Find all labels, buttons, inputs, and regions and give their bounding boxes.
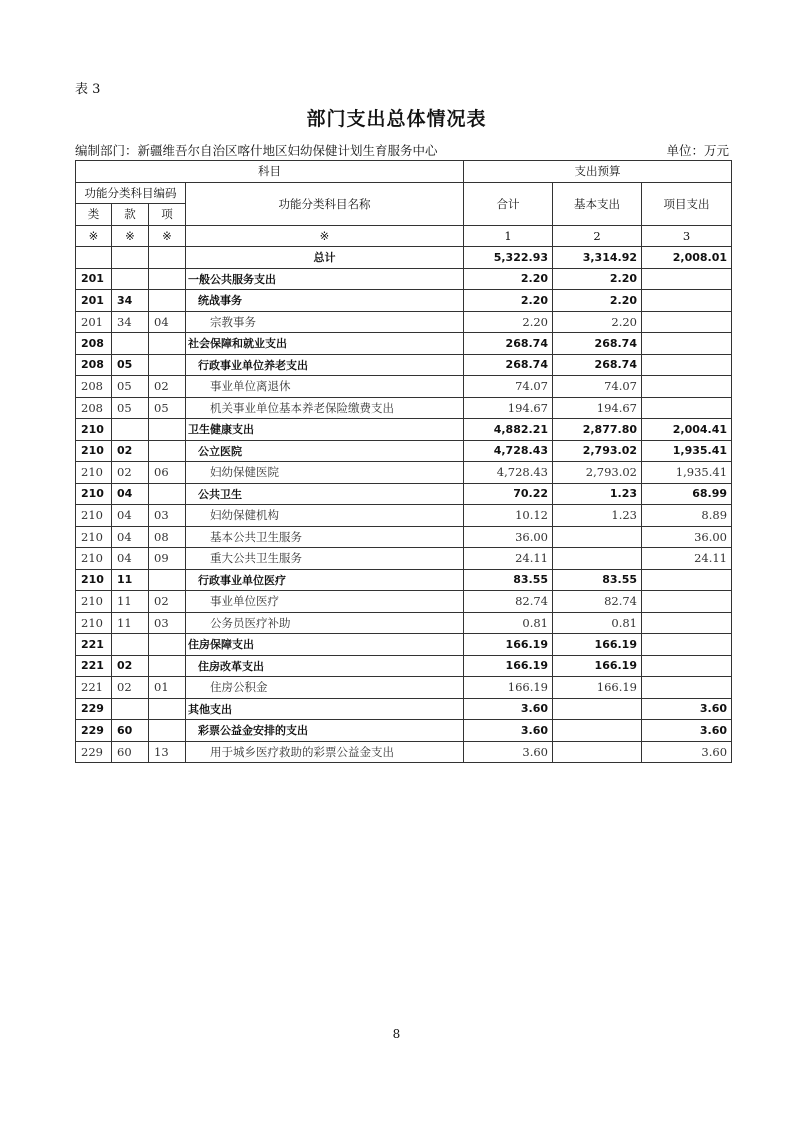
- lei-cell: 210: [76, 440, 112, 462]
- basic-cell: 82.74: [553, 591, 642, 613]
- kuan-cell: 02: [112, 462, 149, 484]
- total-cell: 2.20: [464, 311, 553, 333]
- kuan-cell: [112, 634, 149, 656]
- xiang-cell: 01: [149, 677, 186, 699]
- subject-name-cell: 行政事业单位养老支出: [186, 354, 464, 376]
- lei-cell: 208: [76, 397, 112, 419]
- kuan-cell: 02: [112, 440, 149, 462]
- subject-name-cell: 公共卫生: [186, 483, 464, 505]
- lei-cell: 221: [76, 655, 112, 677]
- basic-cell: 268.74: [553, 333, 642, 355]
- kuan-cell: [112, 419, 149, 441]
- table-row: [76, 655, 732, 677]
- table-row: [76, 333, 732, 355]
- project-cell: [642, 376, 732, 398]
- table-row: [76, 548, 732, 570]
- basic-cell: 194.67: [553, 397, 642, 419]
- kuan-cell: 05: [112, 376, 149, 398]
- table-row: [76, 462, 732, 484]
- subject-header: 科目: [76, 161, 464, 183]
- lei-cell: 210: [76, 505, 112, 527]
- xiang-cell: 13: [149, 741, 186, 763]
- table-row: [76, 505, 732, 527]
- lei-cell: 201: [76, 268, 112, 290]
- table-row: [76, 612, 732, 634]
- xiang-cell: 08: [149, 526, 186, 548]
- project-cell: 24.11: [642, 548, 732, 570]
- table-number-label: 表 3: [75, 82, 101, 97]
- basic-cell: 0.81: [553, 612, 642, 634]
- subject-name-cell: 行政事业单位医疗: [186, 569, 464, 591]
- kuan-cell: 02: [112, 655, 149, 677]
- basic-cell: 1.23: [553, 483, 642, 505]
- xiang-cell: [149, 655, 186, 677]
- kuan-cell: 34: [112, 290, 149, 312]
- kuan-cell: 04: [112, 548, 149, 570]
- project-cell: 2,004.41: [642, 419, 732, 441]
- total-cell: 166.19: [464, 634, 553, 656]
- xiang-cell: 09: [149, 548, 186, 570]
- basic-cell: 74.07: [553, 376, 642, 398]
- total-cell: 2.20: [464, 290, 553, 312]
- lei-cell: 210: [76, 483, 112, 505]
- kuan-cell: 60: [112, 720, 149, 742]
- subject-name-cell: 社会保障和就业支出: [186, 333, 464, 355]
- project-cell: 8.89: [642, 505, 732, 527]
- total-cell: 0.81: [464, 612, 553, 634]
- kuan-cell: 05: [112, 354, 149, 376]
- project-cell: [642, 333, 732, 355]
- subject-name-cell: 基本公共卫生服务: [186, 526, 464, 548]
- lei-cell: 229: [76, 698, 112, 720]
- xiang-cell: 03: [149, 612, 186, 634]
- basic-cell: 2,793.02: [553, 462, 642, 484]
- kuan-cell: 60: [112, 741, 149, 763]
- total-cell: 3.60: [464, 720, 553, 742]
- table-row: [76, 440, 732, 462]
- kuan-cell: 34: [112, 311, 149, 333]
- total-cell: 268.74: [464, 354, 553, 376]
- total-cell: 10.12: [464, 505, 553, 527]
- kuan-cell: 04: [112, 505, 149, 527]
- table-row: [76, 677, 732, 699]
- total-column-header: 合计: [464, 182, 553, 225]
- total-cell: 4,728.43: [464, 440, 553, 462]
- page-title: 部门支出总体情况表: [306, 108, 487, 130]
- subject-name-cell: 事业单位离退休: [186, 376, 464, 398]
- table-row: [76, 591, 732, 613]
- project-cell: [642, 290, 732, 312]
- subject-name-cell: 统战事务: [186, 290, 464, 312]
- lei-cell: 210: [76, 569, 112, 591]
- table-row: [76, 634, 732, 656]
- kuan-cell: [112, 698, 149, 720]
- basic-cell: 2.20: [553, 290, 642, 312]
- mark-cell: ※: [112, 225, 149, 247]
- xiang-cell: 02: [149, 591, 186, 613]
- lei-cell: 210: [76, 526, 112, 548]
- lei-cell: 210: [76, 591, 112, 613]
- project-cell: [642, 268, 732, 290]
- basic-cell: 2.20: [553, 311, 642, 333]
- project-cell: 3.60: [642, 720, 732, 742]
- lei-cell: 221: [76, 634, 112, 656]
- basic-cell: 2,877.80: [553, 419, 642, 441]
- xiang-cell: [149, 268, 186, 290]
- project-cell: 68.99: [642, 483, 732, 505]
- subject-name-cell: 住房保障支出: [186, 634, 464, 656]
- subject-name-cell: 用于城乡医疗救助的彩票公益金支出: [186, 741, 464, 763]
- project-cell: [642, 655, 732, 677]
- department-label: 编制部门：新疆维吾尔自治区喀什地区妇幼保健计划生育服务中心: [75, 143, 438, 158]
- basic-cell: [553, 720, 642, 742]
- xiang-cell: [149, 290, 186, 312]
- total-basic: 3,314.92: [553, 247, 642, 269]
- project-cell: [642, 354, 732, 376]
- total-cell: 83.55: [464, 569, 553, 591]
- xiang-cell: [149, 354, 186, 376]
- lei-cell: 208: [76, 333, 112, 355]
- basic-cell: 166.19: [553, 655, 642, 677]
- project-cell: [642, 591, 732, 613]
- xiang-cell: 05: [149, 397, 186, 419]
- lei-cell: 221: [76, 677, 112, 699]
- lei-cell: 210: [76, 462, 112, 484]
- table-row: [76, 741, 732, 763]
- xiang-header: 项: [149, 204, 186, 226]
- kuan-cell: 04: [112, 483, 149, 505]
- table-row: [76, 483, 732, 505]
- total-cell: 4,882.21: [464, 419, 553, 441]
- xiang-cell: 04: [149, 311, 186, 333]
- project-cell: 1,935.41: [642, 440, 732, 462]
- name-column-header: 功能分类科目名称: [186, 182, 464, 225]
- total-sum: 5,322.93: [464, 247, 553, 269]
- project-cell: [642, 311, 732, 333]
- xiang-cell: [149, 440, 186, 462]
- lei-cell: 208: [76, 376, 112, 398]
- kuan-cell: [112, 333, 149, 355]
- subject-name-cell: 宗教事务: [186, 311, 464, 333]
- xiang-cell: 06: [149, 462, 186, 484]
- basic-cell: 83.55: [553, 569, 642, 591]
- kuan-cell: 11: [112, 569, 149, 591]
- total-project: 2,008.01: [642, 247, 732, 269]
- total-cell: 268.74: [464, 333, 553, 355]
- total-cell: 24.11: [464, 548, 553, 570]
- basic-cell: 1.23: [553, 505, 642, 527]
- project-cell: [642, 612, 732, 634]
- table-row: [76, 268, 732, 290]
- mark-cell: ※: [186, 225, 464, 247]
- code-group-header: 功能分类科目编码: [76, 182, 186, 204]
- basic-cell: [553, 741, 642, 763]
- mark-cell: ※: [149, 225, 186, 247]
- basic-cell: [553, 526, 642, 548]
- basic-cell: [553, 698, 642, 720]
- lei-cell: 201: [76, 290, 112, 312]
- table-row: [76, 354, 732, 376]
- xiang-cell: [149, 419, 186, 441]
- subject-name-cell: 重大公共卫生服务: [186, 548, 464, 570]
- column-number-3: 3: [642, 225, 732, 247]
- total-cell: 70.22: [464, 483, 553, 505]
- lei-cell: 229: [76, 720, 112, 742]
- table-row: [76, 376, 732, 398]
- total-row: [76, 247, 732, 269]
- project-cell: [642, 634, 732, 656]
- xiang-cell: 02: [149, 376, 186, 398]
- project-cell: [642, 569, 732, 591]
- kuan-cell: [112, 268, 149, 290]
- xiang-cell: [149, 720, 186, 742]
- kuan-cell: 11: [112, 591, 149, 613]
- project-cell: 1,935.41: [642, 462, 732, 484]
- project-cell: 3.60: [642, 698, 732, 720]
- total-label: 总计: [186, 247, 464, 269]
- subject-name-cell: 公务员医疗补助: [186, 612, 464, 634]
- subject-name-cell: 住房公积金: [186, 677, 464, 699]
- kuan-header: 款: [112, 204, 149, 226]
- subject-name-cell: 住房改革支出: [186, 655, 464, 677]
- kuan-cell: 11: [112, 612, 149, 634]
- xiang-cell: [149, 483, 186, 505]
- lei-cell: 210: [76, 612, 112, 634]
- subject-name-cell: 机关事业单位基本养老保险缴费支出: [186, 397, 464, 419]
- lei-cell: 208: [76, 354, 112, 376]
- basic-cell: 2,793.02: [553, 440, 642, 462]
- total-cell: 4,728.43: [464, 462, 553, 484]
- basic-cell: 2.20: [553, 268, 642, 290]
- total-cell: 36.00: [464, 526, 553, 548]
- kuan-cell: 02: [112, 677, 149, 699]
- table-row: [76, 720, 732, 742]
- lei-cell: 201: [76, 311, 112, 333]
- subject-name-cell: 彩票公益金安排的支出: [186, 720, 464, 742]
- table-row: [76, 311, 732, 333]
- total-cell: 166.19: [464, 655, 553, 677]
- budget-header: 支出预算: [464, 161, 732, 183]
- xiang-cell: 03: [149, 505, 186, 527]
- subject-name-cell: 妇幼保健医院: [186, 462, 464, 484]
- subject-name-cell: 卫生健康支出: [186, 419, 464, 441]
- project-column-header: 项目支出: [642, 182, 732, 225]
- unit-label: 单位：万元: [666, 143, 729, 158]
- xiang-cell: [149, 698, 186, 720]
- xiang-cell: [149, 569, 186, 591]
- xiang-cell: [149, 333, 186, 355]
- project-cell: 3.60: [642, 741, 732, 763]
- basic-cell: [553, 548, 642, 570]
- subject-name-cell: 一般公共服务支出: [186, 268, 464, 290]
- total-cell: 2.20: [464, 268, 553, 290]
- basic-cell: 166.19: [553, 634, 642, 656]
- total-cell: 74.07: [464, 376, 553, 398]
- expenditure-table: [75, 160, 732, 763]
- kuan-cell: 04: [112, 526, 149, 548]
- table-row: [76, 397, 732, 419]
- total-cell: 3.60: [464, 698, 553, 720]
- total-cell: 82.74: [464, 591, 553, 613]
- lei-cell: 210: [76, 419, 112, 441]
- mark-cell: ※: [76, 225, 112, 247]
- xiang-cell: [149, 634, 186, 656]
- table-row: [76, 526, 732, 548]
- lei-header: 类: [76, 204, 112, 226]
- basic-column-header: 基本支出: [553, 182, 642, 225]
- basic-cell: 166.19: [553, 677, 642, 699]
- subject-name-cell: 事业单位医疗: [186, 591, 464, 613]
- subject-name-cell: 公立医院: [186, 440, 464, 462]
- page-number: 8: [392, 1027, 401, 1041]
- basic-cell: 268.74: [553, 354, 642, 376]
- kuan-cell: 05: [112, 397, 149, 419]
- total-cell: 3.60: [464, 741, 553, 763]
- lei-cell: 210: [76, 548, 112, 570]
- table-row: [76, 290, 732, 312]
- total-cell: 194.67: [464, 397, 553, 419]
- column-number-1: 1: [464, 225, 553, 247]
- table-row: [76, 698, 732, 720]
- column-number-2: 2: [553, 225, 642, 247]
- subject-name-cell: 其他支出: [186, 698, 464, 720]
- project-cell: [642, 397, 732, 419]
- lei-cell: 229: [76, 741, 112, 763]
- table-row: [76, 569, 732, 591]
- subject-name-cell: 妇幼保健机构: [186, 505, 464, 527]
- project-cell: 36.00: [642, 526, 732, 548]
- project-cell: [642, 677, 732, 699]
- total-cell: 166.19: [464, 677, 553, 699]
- table-row: [76, 419, 732, 441]
